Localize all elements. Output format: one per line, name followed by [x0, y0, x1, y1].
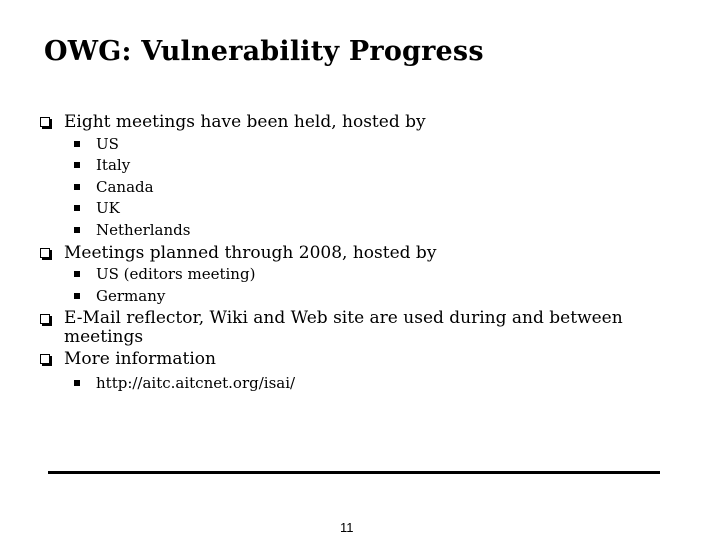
sub-bullet-us	[96, 134, 119, 154]
sub-bullet-netherlands	[96, 220, 190, 240]
bullet-email-reflector	[64, 309, 644, 347]
bullet-text: Eight meetings have been held, hosted by	[64, 112, 426, 132]
sub-bullet-us-editors	[96, 264, 255, 284]
sub-bullet-italy	[96, 155, 130, 175]
sub-bullet-canada	[96, 177, 154, 197]
sub-bullet-text: Canada	[96, 178, 154, 196]
hollow-square-bullet-icon	[40, 314, 50, 324]
filled-square-bullet-icon	[74, 205, 80, 211]
bullet-more-information	[64, 349, 216, 369]
sub-bullet-text: US	[96, 135, 119, 153]
hollow-square-bullet-icon	[40, 248, 50, 258]
sub-bullet-text: Germany	[96, 287, 166, 305]
sub-bullet-germany	[96, 286, 165, 306]
bullet-text: E-Mail reflector, Wiki and Web site are used during and between meetings	[64, 308, 623, 347]
filled-square-bullet-icon	[74, 271, 80, 277]
hollow-square-bullet-icon	[40, 117, 50, 127]
bullet-meetings-planned	[64, 243, 436, 263]
sub-bullet-text: Netherlands	[96, 221, 191, 239]
bullet-text: More information	[64, 349, 216, 369]
sub-bullet-text: Italy	[96, 156, 131, 174]
sub-bullet-text: UK	[96, 199, 120, 217]
page-number: 11	[340, 520, 354, 535]
bullet-meetings-held	[64, 112, 426, 132]
filled-square-bullet-icon	[74, 227, 80, 233]
filled-square-bullet-icon	[74, 293, 80, 299]
slide-title: OWG: Vulnerability Progress	[44, 36, 484, 67]
filled-square-bullet-icon	[74, 380, 80, 386]
filled-square-bullet-icon	[74, 184, 80, 190]
sub-bullet-info-link[interactable]	[96, 373, 295, 393]
filled-square-bullet-icon	[74, 162, 80, 168]
hollow-square-bullet-icon	[40, 354, 50, 364]
sub-bullet-text: US (editors meeting)	[96, 265, 256, 283]
sub-bullet-uk	[96, 198, 120, 218]
info-link[interactable]: http://aitc.aitcnet.org/isai/	[96, 374, 296, 392]
bullet-text: Meetings planned through 2008, hosted by	[64, 243, 437, 263]
filled-square-bullet-icon	[74, 141, 80, 147]
footer-divider	[48, 471, 660, 474]
